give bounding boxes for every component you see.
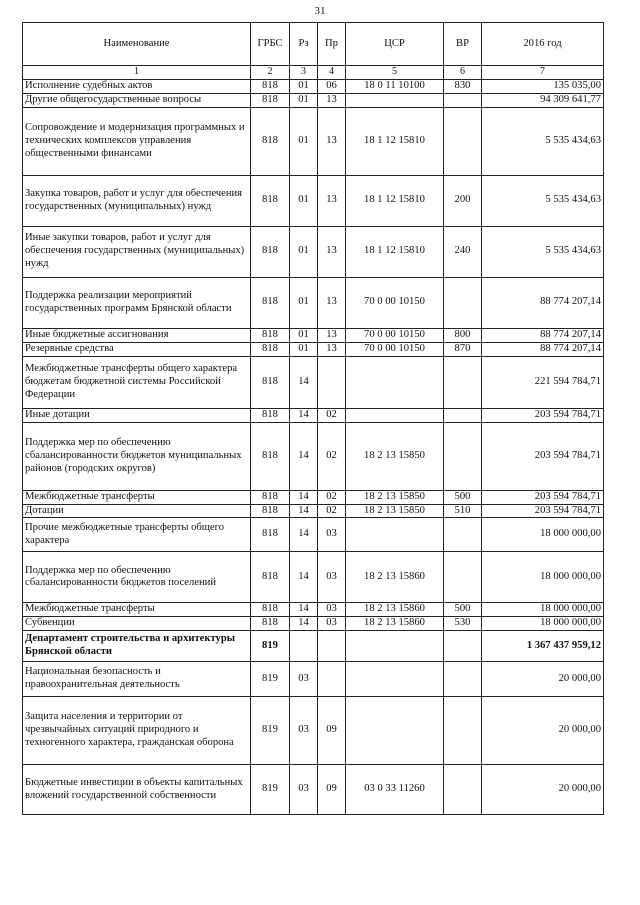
row-grbs: 818 <box>251 226 290 277</box>
row-vr: 800 <box>444 328 482 342</box>
row-csr: 18 2 13 15850 <box>346 504 444 518</box>
row-amount: 88 774 207,14 <box>482 342 604 356</box>
row-amount: 94 309 641,77 <box>482 93 604 107</box>
row-rz: 01 <box>290 175 318 226</box>
header-csr: ЦСР <box>346 23 444 66</box>
row-pr: 13 <box>318 342 346 356</box>
row-csr <box>346 662 444 697</box>
table-row <box>23 552 604 603</box>
row-name: Иные бюджетные ассигнования <box>23 328 251 342</box>
budget-table <box>22 22 604 815</box>
row-rz: 03 <box>290 697 318 765</box>
row-csr: 18 2 13 15860 <box>346 603 444 617</box>
row-rz: 01 <box>290 80 318 94</box>
row-csr: 70 0 00 10150 <box>346 328 444 342</box>
row-grbs: 819 <box>251 765 290 815</box>
row-csr: 18 1 12 15810 <box>346 107 444 175</box>
row-rz: 01 <box>290 342 318 356</box>
table-row <box>23 277 604 328</box>
row-pr: 09 <box>318 765 346 815</box>
row-name: Резервные средства <box>23 342 251 356</box>
row-rz: 14 <box>290 490 318 504</box>
row-rz: 01 <box>290 93 318 107</box>
row-grbs: 818 <box>251 80 290 94</box>
row-pr <box>318 662 346 697</box>
row-vr <box>444 107 482 175</box>
table-row <box>23 490 604 504</box>
row-rz: 03 <box>290 662 318 697</box>
row-vr <box>444 552 482 603</box>
row-vr <box>444 631 482 662</box>
row-amount: 135 035,00 <box>482 80 604 94</box>
row-amount: 203 594 784,71 <box>482 490 604 504</box>
row-pr: 13 <box>318 226 346 277</box>
row-vr: 510 <box>444 504 482 518</box>
row-vr <box>444 277 482 328</box>
row-amount: 221 594 784,71 <box>482 356 604 408</box>
row-pr: 02 <box>318 490 346 504</box>
row-name: Бюджетные инвестиции в объекты капитальных вложений государственной собственности <box>23 765 251 815</box>
table-row <box>23 342 604 356</box>
row-name: Поддержка реализации мероприятий государственных программ Брянской области <box>23 277 251 328</box>
row-name: Межбюджетные трансферты <box>23 603 251 617</box>
row-amount: 88 774 207,14 <box>482 277 604 328</box>
row-rz: 01 <box>290 328 318 342</box>
row-amount: 5 535 434,63 <box>482 226 604 277</box>
column-number: 3 <box>290 66 318 80</box>
row-rz: 14 <box>290 422 318 490</box>
row-csr <box>346 356 444 408</box>
row-rz: 03 <box>290 765 318 815</box>
row-pr: 09 <box>318 697 346 765</box>
row-amount: 20 000,00 <box>482 697 604 765</box>
row-grbs: 818 <box>251 552 290 603</box>
row-name: Прочие межбюджетные трансферты общего характера <box>23 518 251 552</box>
row-amount: 88 774 207,14 <box>482 328 604 342</box>
column-number: 2 <box>251 66 290 80</box>
row-vr <box>444 422 482 490</box>
table-row <box>23 617 604 631</box>
row-vr <box>444 518 482 552</box>
row-vr <box>444 408 482 422</box>
header-row <box>23 23 604 66</box>
row-pr: 13 <box>318 107 346 175</box>
row-pr: 13 <box>318 175 346 226</box>
row-rz <box>290 631 318 662</box>
row-pr: 03 <box>318 518 346 552</box>
table-row <box>23 631 604 662</box>
table-row <box>23 93 604 107</box>
row-grbs: 818 <box>251 603 290 617</box>
table-row <box>23 408 604 422</box>
row-pr: 06 <box>318 80 346 94</box>
row-amount: 18 000 000,00 <box>482 518 604 552</box>
row-pr <box>318 356 346 408</box>
row-name: Поддержка мер по обеспечению сбалансированности бюджетов поселений <box>23 552 251 603</box>
row-name: Иные закупки товаров, работ и услуг для обеспечения государственных (муниципальных) нужд <box>23 226 251 277</box>
row-pr: 13 <box>318 277 346 328</box>
row-grbs: 819 <box>251 631 290 662</box>
row-csr: 70 0 00 10150 <box>346 277 444 328</box>
header-rz: Рз <box>290 23 318 66</box>
column-numbering-row <box>23 66 604 80</box>
row-name: Иные дотации <box>23 408 251 422</box>
row-rz: 14 <box>290 617 318 631</box>
table-row <box>23 504 604 518</box>
row-pr: 03 <box>318 617 346 631</box>
row-amount: 203 594 784,71 <box>482 408 604 422</box>
row-csr <box>346 518 444 552</box>
row-csr: 18 2 13 15850 <box>346 490 444 504</box>
row-name: Департамент строительства и архитектуры Брянской области <box>23 631 251 662</box>
row-rz: 14 <box>290 356 318 408</box>
row-csr: 03 0 33 11260 <box>346 765 444 815</box>
row-name: Поддержка мер по обеспечению сбалансированности бюджетов муниципальных районов (городских округов) <box>23 422 251 490</box>
row-name: Дотации <box>23 504 251 518</box>
row-grbs: 818 <box>251 422 290 490</box>
table-row <box>23 328 604 342</box>
row-name: Исполнение судебных актов <box>23 80 251 94</box>
row-csr <box>346 408 444 422</box>
row-name: Национальная безопасность и правоохранительная деятельность <box>23 662 251 697</box>
row-pr: 02 <box>318 422 346 490</box>
row-rz: 14 <box>290 552 318 603</box>
column-number: 7 <box>482 66 604 80</box>
row-amount: 5 535 434,63 <box>482 175 604 226</box>
row-csr: 18 2 13 15860 <box>346 552 444 603</box>
row-amount: 5 535 434,63 <box>482 107 604 175</box>
row-csr: 70 0 00 10150 <box>346 342 444 356</box>
row-vr: 870 <box>444 342 482 356</box>
page-number: 31 <box>314 5 326 17</box>
row-pr: 03 <box>318 603 346 617</box>
row-csr: 18 2 13 15850 <box>346 422 444 490</box>
row-vr <box>444 662 482 697</box>
row-csr <box>346 93 444 107</box>
table-row <box>23 80 604 94</box>
row-csr <box>346 631 444 662</box>
row-rz: 14 <box>290 518 318 552</box>
row-csr: 18 2 13 15860 <box>346 617 444 631</box>
row-amount: 20 000,00 <box>482 662 604 697</box>
row-pr <box>318 631 346 662</box>
row-amount: 1 367 437 959,12 <box>482 631 604 662</box>
table-row <box>23 356 604 408</box>
table-row <box>23 107 604 175</box>
row-grbs: 818 <box>251 408 290 422</box>
row-pr: 03 <box>318 552 346 603</box>
row-grbs: 818 <box>251 518 290 552</box>
row-grbs: 819 <box>251 697 290 765</box>
row-amount: 20 000,00 <box>482 765 604 815</box>
header-grbs: ГРБС <box>251 23 290 66</box>
row-vr: 500 <box>444 490 482 504</box>
row-vr <box>444 356 482 408</box>
table-row <box>23 518 604 552</box>
row-amount: 203 594 784,71 <box>482 504 604 518</box>
row-name: Межбюджетные трансферты <box>23 490 251 504</box>
row-grbs: 818 <box>251 342 290 356</box>
table-row <box>23 765 604 815</box>
row-vr: 830 <box>444 80 482 94</box>
row-rz: 14 <box>290 603 318 617</box>
header-pr: Пр <box>318 23 346 66</box>
row-rz: 14 <box>290 504 318 518</box>
row-rz: 14 <box>290 408 318 422</box>
row-rz: 01 <box>290 226 318 277</box>
row-vr: 530 <box>444 617 482 631</box>
row-grbs: 818 <box>251 107 290 175</box>
row-grbs: 818 <box>251 328 290 342</box>
row-vr: 200 <box>444 175 482 226</box>
row-amount: 18 000 000,00 <box>482 552 604 603</box>
column-number: 5 <box>346 66 444 80</box>
column-number: 4 <box>318 66 346 80</box>
row-grbs: 819 <box>251 662 290 697</box>
row-grbs: 818 <box>251 617 290 631</box>
row-amount: 18 000 000,00 <box>482 617 604 631</box>
row-amount: 18 000 000,00 <box>482 603 604 617</box>
row-name: Субвенции <box>23 617 251 631</box>
table-row <box>23 422 604 490</box>
row-pr: 02 <box>318 408 346 422</box>
column-number: 1 <box>23 66 251 80</box>
table-row <box>23 603 604 617</box>
table-row <box>23 175 604 226</box>
row-csr: 18 1 12 15810 <box>346 175 444 226</box>
row-vr: 500 <box>444 603 482 617</box>
table-row <box>23 697 604 765</box>
row-name: Другие общегосударственные вопросы <box>23 93 251 107</box>
row-rz: 01 <box>290 277 318 328</box>
row-csr <box>346 697 444 765</box>
row-pr: 13 <box>318 328 346 342</box>
row-vr <box>444 765 482 815</box>
row-rz: 01 <box>290 107 318 175</box>
row-grbs: 818 <box>251 356 290 408</box>
row-grbs: 818 <box>251 504 290 518</box>
row-pr: 02 <box>318 504 346 518</box>
row-name: Межбюджетные трансферты общего характера бюджетам бюджетной системы Российской Федерации <box>23 356 251 408</box>
row-grbs: 818 <box>251 93 290 107</box>
header-name: Наименование <box>23 23 251 66</box>
row-name: Сопровождение и модернизация программных и технических комплексов управления общественными финансами <box>23 107 251 175</box>
table-row <box>23 662 604 697</box>
row-vr: 240 <box>444 226 482 277</box>
row-amount: 203 594 784,71 <box>482 422 604 490</box>
row-pr: 13 <box>318 93 346 107</box>
column-number: 6 <box>444 66 482 80</box>
row-grbs: 818 <box>251 175 290 226</box>
row-csr: 18 1 12 15810 <box>346 226 444 277</box>
row-vr <box>444 697 482 765</box>
row-grbs: 818 <box>251 277 290 328</box>
row-grbs: 818 <box>251 490 290 504</box>
row-csr: 18 0 11 10100 <box>346 80 444 94</box>
row-name: Закупка товаров, работ и услуг для обеспечения государственных (муниципальных) нужд <box>23 175 251 226</box>
table-row <box>23 226 604 277</box>
header-year: 2016 год <box>482 23 604 66</box>
header-vr: ВР <box>444 23 482 66</box>
row-name: Защита населения и территории от чрезвычайных ситуаций природного и техногенного характера, гражданская оборона <box>23 697 251 765</box>
row-vr <box>444 93 482 107</box>
